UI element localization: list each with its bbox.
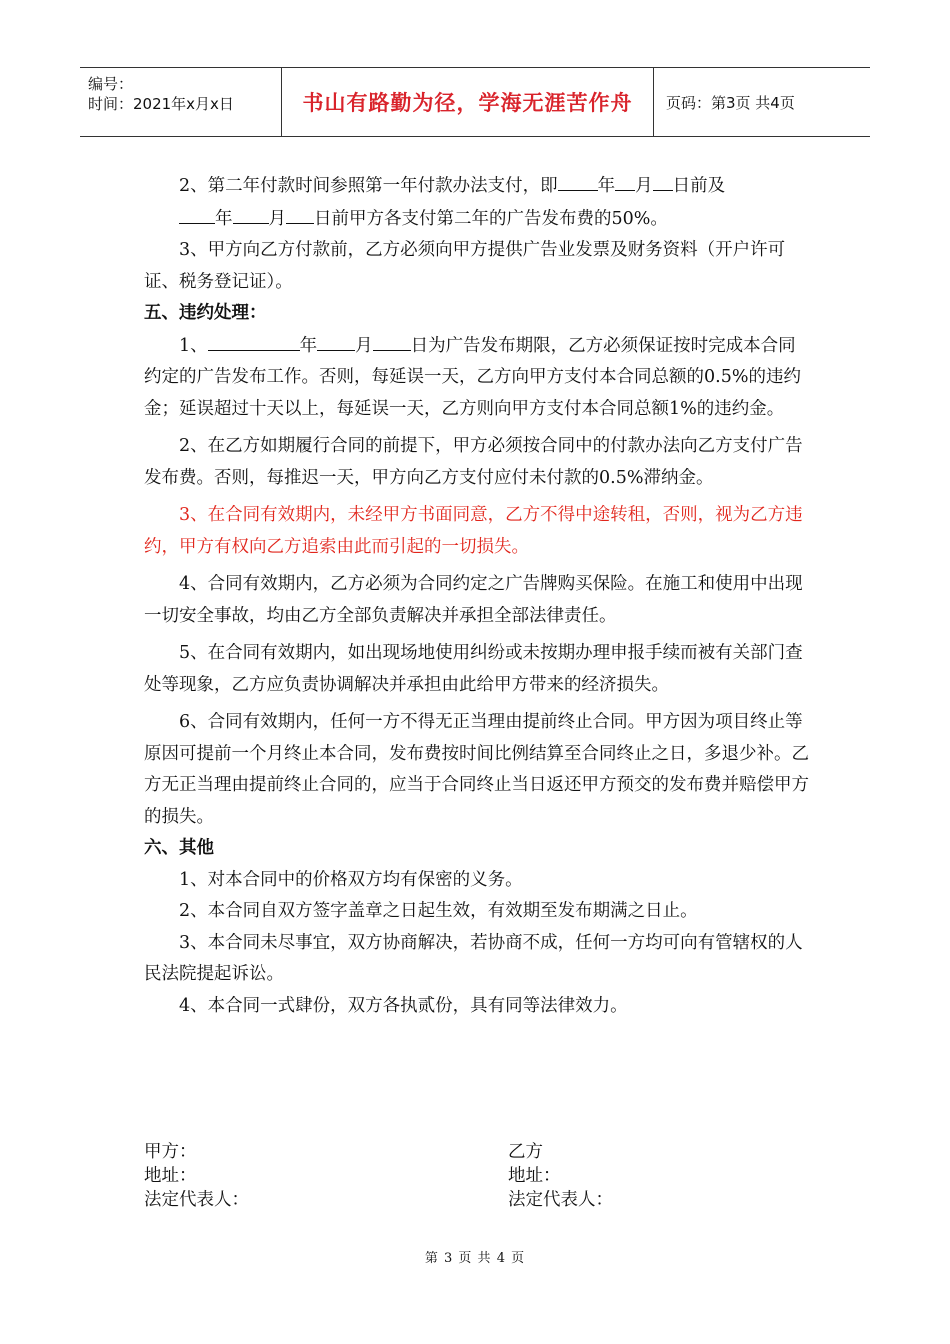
clause-other-2: 2、本合同自双方签字盖章之日起生效，有效期至发布期满之日止。: [179, 901, 698, 921]
contract-body: [144, 170, 812, 1022]
signature-party-b: [508, 1140, 613, 1212]
party-b-label: 乙方: [508, 1142, 543, 1162]
header-page-label: 页码：第3页 共4页: [666, 93, 795, 112]
clause-text: 月: [635, 176, 653, 196]
party-b-representative-label: 法定代表人：: [508, 1190, 613, 1210]
clause-text: 日前甲方各支付第二年的广告发布费的50%。: [314, 208, 668, 229]
clause-other-3: 3、本合同未尽事宜，双方协商解决，若协商不成，任何一方均可向有管辖权的人民法院提起诉讼。: [144, 932, 803, 984]
document-time-label: 时间：2021年x月x日: [88, 95, 234, 113]
clause-text: 月: [268, 208, 286, 229]
clause-breach-1: [144, 330, 812, 426]
clause-payment-2-cont: [144, 203, 812, 236]
fill-blank: [233, 203, 269, 224]
fill-blank: [558, 170, 598, 191]
clause-text: 1、: [179, 335, 208, 356]
clause-text: 年: [597, 176, 616, 196]
fill-blank: [373, 330, 411, 351]
clause-text: 年: [299, 335, 318, 356]
clause-text: 日为广告发布期限，乙方必须保证按时完成本合同约定的广告发布工作。否则，每延误一天，乙方向甲方支付本合同总额的0.5%的违约金；延误超过十天以上，每延误一天，乙方则向甲方支付本合同总额1%的违约金。: [144, 335, 801, 419]
party-a-address-label: 地址：: [144, 1166, 197, 1186]
header-motto-cell: [282, 68, 654, 136]
fill-blank: [653, 170, 673, 191]
header-page-cell: [654, 68, 870, 136]
clause-text: 年: [215, 208, 233, 229]
party-a-label: 甲方：: [144, 1142, 197, 1162]
page-footer: 第 3 页 共 4 页: [424, 1251, 526, 1266]
party-a-representative-label: 法定代表人：: [144, 1190, 249, 1210]
clause-payment-3: 3、甲方向乙方付款前，乙方必须向甲方提供广告业发票及财务资料（开户许可证、税务登记证）。: [144, 240, 786, 292]
fill-blank: [286, 203, 314, 224]
clause-breach-4: 4、合同有效期内，乙方必须为合同约定之广告牌购买保险。在施工和使用中出现一切安全事故，均由乙方全部负责解决并承担全部法律责任。: [144, 574, 803, 626]
header-motto: 书山有路勤为径，学海无涯苦作舟: [302, 91, 633, 115]
fill-blank: [317, 330, 355, 351]
document-header: [80, 67, 870, 137]
fill-blank: [179, 203, 215, 224]
document-number-label: 编号：: [88, 75, 134, 93]
section-heading-breach: 五、违约处理：: [144, 303, 267, 323]
fill-blank: [208, 330, 300, 351]
clause-text: 日前及: [672, 176, 726, 196]
clause-other-1: 1、对本合同中的价格双方均有保密的义务。: [179, 869, 523, 890]
section-heading-other: 六、其他: [144, 838, 214, 858]
clause-text: 2、第二年付款时间参照第一年付款办法支付，即: [179, 176, 558, 196]
fill-blank: [615, 170, 635, 191]
clause-breach-6: 6、合同有效期内，任何一方不得无正当理由提前终止合同。甲方因为项目终止等原因可提前一个月终止本合同，发布费按时间比例结算至合同终止之日，多退少补。乙方无正当理由提前终止合同的，应当于合同终止当日返还甲方预交的发布费并赔偿甲方的损失。: [144, 712, 809, 827]
signature-party-a: [144, 1140, 249, 1212]
header-meta: [80, 68, 282, 136]
clause-other-4: 4、本合同一式肆份，双方各执贰份，具有同等法律效力。: [179, 995, 628, 1016]
clause-payment-2: [144, 170, 812, 203]
clause-breach-3: 3、在合同有效期内，未经甲方书面同意，乙方不得中途转租，否则，视为乙方违约，甲方有权向乙方追索由此而引起的一切损失。: [144, 505, 803, 557]
clause-breach-2: 2、在乙方如期履行合同的前提下，甲方必须按合同中的付款办法向乙方支付广告发布费。否则，每推迟一天，甲方向乙方支付应付未付款的0.5%滞纳金。: [144, 436, 803, 488]
clause-text: 月: [355, 335, 373, 356]
party-b-address-label: 地址：: [508, 1166, 561, 1186]
clause-breach-5: 5、在合同有效期内，如出现场地使用纠纷或未按期办理申报手续而被有关部门查处等现象，乙方应负责协调解决并承担由此给甲方带来的经济损失。: [144, 643, 803, 695]
